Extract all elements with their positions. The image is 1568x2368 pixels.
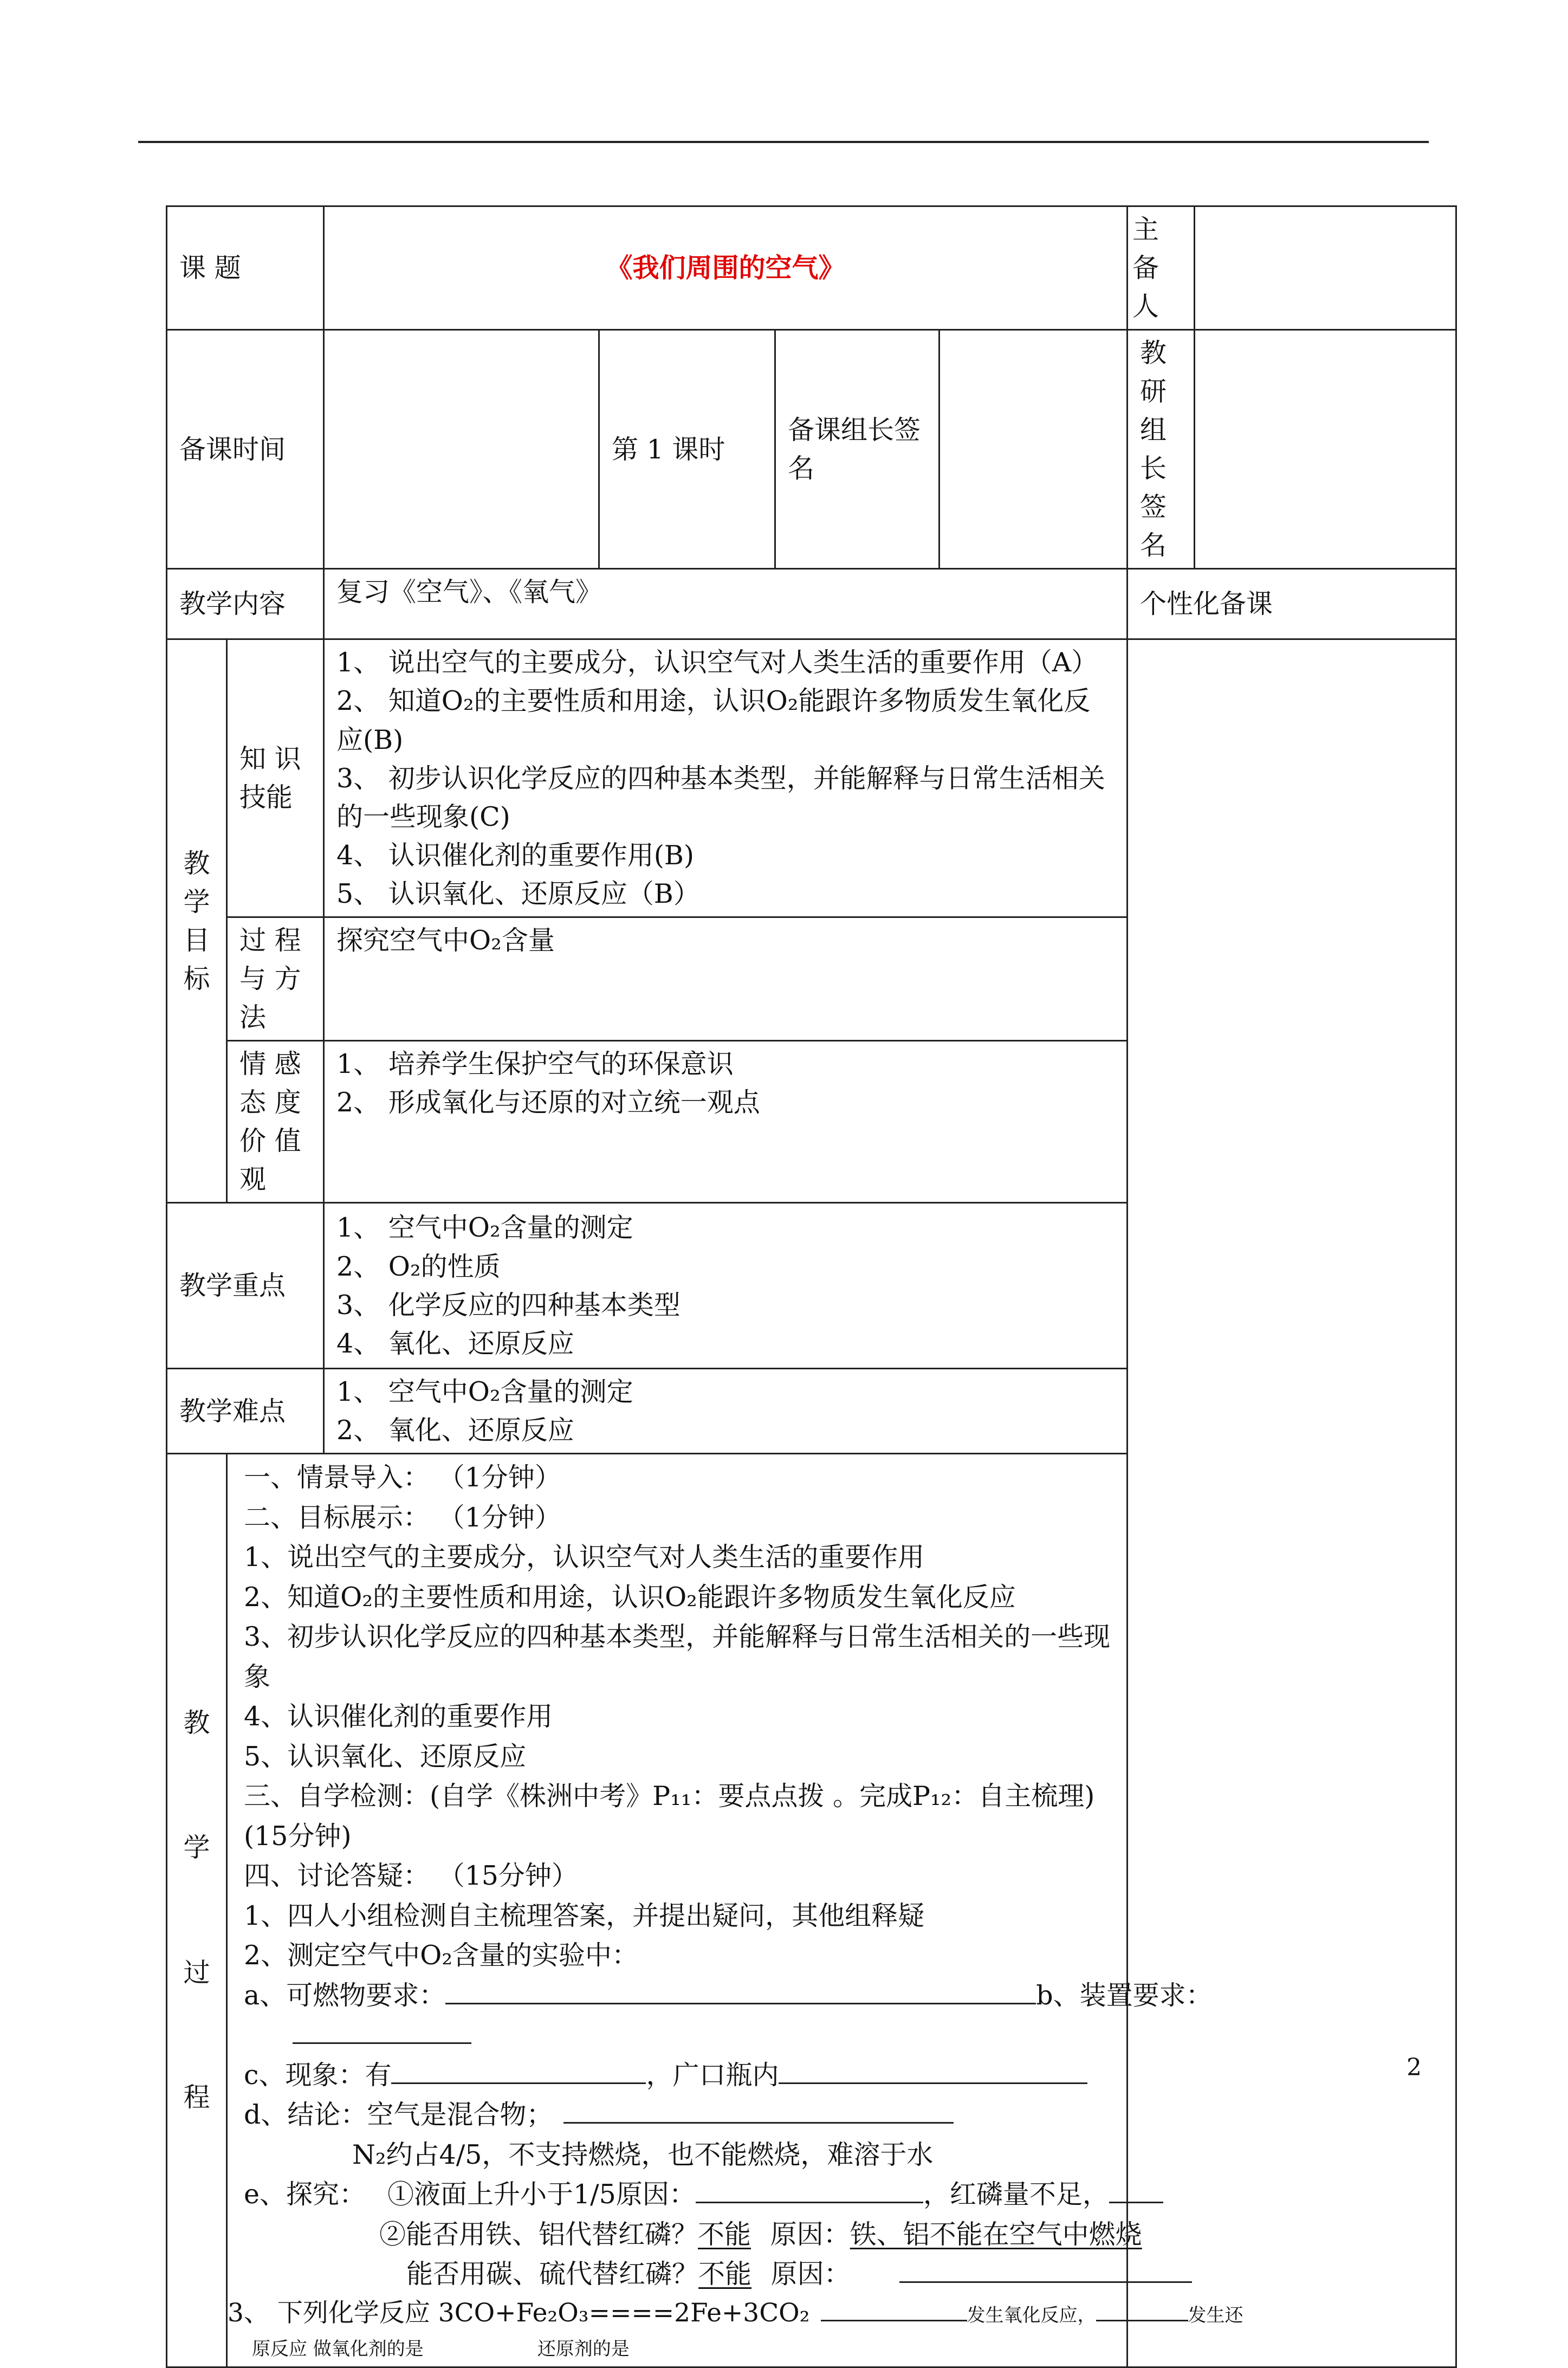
key-point: 4、 氧化、还原反应 (336, 1328, 574, 1359)
knowledge-item: 2、 知道O₂的主要性质和用途，认识O₂能跟许多物质发生氧化反应(B) (336, 685, 1091, 755)
process-method-label: 过 程 与 方 法 (227, 917, 324, 1040)
conclusion-line: d、结论：空气是混合物； (244, 2095, 1117, 2135)
process-line: 5、认识氧化、还原反应 (244, 1741, 527, 1772)
blank-e3[interactable] (899, 2260, 1192, 2283)
knowledge-label: 知 识 技能 (227, 639, 324, 917)
blank-c2[interactable] (779, 2061, 1087, 2084)
process-line: 三、自学检测：(自学《株洲中考》P₁₁：要点点拨 。完成P₁₂：自主梳理)(15分钟) (244, 1781, 1095, 1852)
explore-line: e、探究： ①液面上升小于1/5原因： ，红磷量不足， (244, 2175, 1117, 2215)
key-points-items (324, 1203, 1128, 1369)
content-label: 教学内容 (167, 569, 324, 639)
emotion-item: 2、 形成氧化与还原的对立统一观点 (336, 1086, 760, 1118)
blank-e1[interactable] (696, 2180, 923, 2203)
lesson-title: 《我们周围的空气》 (324, 206, 1128, 330)
process-line: 二、目标展示： （1分钟） (244, 1502, 561, 1533)
process-line: 1、四人小组检测自主梳理答案，并提出疑问，其他组释疑 (244, 1900, 925, 1931)
personalized-notes[interactable] (1128, 639, 1456, 2367)
content-value: 复习《空气》、《氧气》 (324, 569, 1128, 639)
group-leader-label: 备课组长签名 (775, 330, 939, 569)
blank-d[interactable] (563, 2100, 954, 2124)
objectives-label: 教 学 目 标 (167, 639, 227, 1203)
topic-label: 课 题 (167, 206, 324, 330)
process-line: 2、测定空气中O₂含量的实验中： (244, 1940, 638, 1971)
key-point: 2、 O₂的性质 (336, 1251, 501, 1282)
blank-b-line (244, 2015, 1117, 2055)
lesson-plan-table (166, 205, 1457, 2368)
header-rule (138, 141, 1429, 143)
personalized-label: 个性化备课 (1128, 569, 1456, 639)
knowledge-item: 5、 认识氧化、还原反应（B） (336, 878, 700, 909)
process-method-value: 探究空气中O₂含量 (324, 917, 1128, 1040)
key-points-label: 教学重点 (167, 1203, 324, 1369)
blank-q3-ox[interactable] (821, 2304, 967, 2321)
nitrogen-line: N₂约占4/5，不支持燃烧，也不能燃烧，难溶于水 (352, 2139, 934, 2170)
blank-e2[interactable] (1109, 2180, 1163, 2203)
knowledge-item: 3、 初步认识化学反应的四种基本类型，并能解释与日常生活相关的一些现象(C) (336, 762, 1105, 832)
knowledge-items (324, 639, 1128, 917)
process-line: 3、初步认识化学反应的四种基本类型，并能解释与日常生活相关的一些现象 (244, 1621, 1111, 1692)
process-line: 2、知道O₂的主要性质和用途，认识O₂能跟许多物质发生氧化反应 (244, 1581, 1016, 1613)
prep-time-value[interactable] (324, 330, 599, 569)
knowledge-item: 4、 认识催化剂的重要作用(B) (336, 839, 695, 871)
preparer-label: 主 备 人 (1128, 206, 1195, 330)
prep-time-label: 备课时间 (167, 330, 324, 569)
group-leader-value[interactable] (939, 330, 1128, 569)
process-content (227, 1454, 1243, 2367)
blank-a[interactable] (445, 1981, 1036, 2004)
difficulties-items (324, 1369, 1128, 1454)
process-line: 一、情景导入： （1分钟） (244, 1462, 561, 1493)
process-label: 教 学 过 程 (167, 1454, 227, 2367)
phenomenon-line: c、现象：有 ，广口瓶内 (244, 2055, 1117, 2095)
key-point: 3、 化学反应的四种基本类型 (336, 1289, 681, 1321)
blank-b[interactable] (293, 2021, 471, 2044)
process-line: 四、讨论答疑： （15分钟） (244, 1860, 578, 1892)
period-label: 第 1 课时 (599, 330, 775, 569)
emotion-label: 情 感 态 度 价 值 观 (227, 1040, 324, 1202)
requirement-a-b: a、可燃物要求： b、装置要求： (244, 1979, 1213, 2011)
emotion-items (324, 1040, 1128, 1202)
carbon-sulfur-line: 能否用碳、硫代替红磷？不能 原因： (244, 2254, 1117, 2294)
process-line: 4、认识催化剂的重要作用 (244, 1701, 553, 1732)
difficulty: 2、 氧化、还原反应 (336, 1415, 574, 1446)
research-leader-label: 教研组长签名 (1128, 330, 1195, 569)
preparer-value[interactable] (1195, 206, 1456, 330)
research-leader-value[interactable] (1195, 330, 1456, 569)
reaction-question-line: 3、 下列化学反应 3CO+Fe₂O₃====2Fe+3CO₂ 发生氧化反应， 发生还 (228, 2298, 1243, 2328)
difficulties-label: 教学难点 (167, 1369, 324, 1454)
key-point: 1、 空气中O₂含量的测定 (336, 1212, 633, 1244)
difficulty: 1、 空气中O₂含量的测定 (336, 1376, 633, 1408)
blank-q3-red[interactable] (1096, 2304, 1188, 2321)
iron-aluminum-line: ②能否用铁、铝代替红磷？不能 原因：铁、铝不能在空气中燃烧 (379, 2218, 1142, 2250)
emotion-item: 1、 培养学生保护空气的环保意识 (336, 1048, 734, 1079)
process-line: 1、说出空气的主要成分，认识空气对人类生活的重要作用 (244, 1542, 925, 1573)
reaction-question-line2: 原反应 做氧化剂的是 还原剂的是 (252, 2338, 630, 2360)
blank-c1[interactable] (391, 2061, 646, 2084)
knowledge-item: 1、 说出空气的主要成分，认识空气对人类生活的重要作用（A） (336, 647, 1098, 678)
page-number: 2 (1407, 2054, 1422, 2081)
